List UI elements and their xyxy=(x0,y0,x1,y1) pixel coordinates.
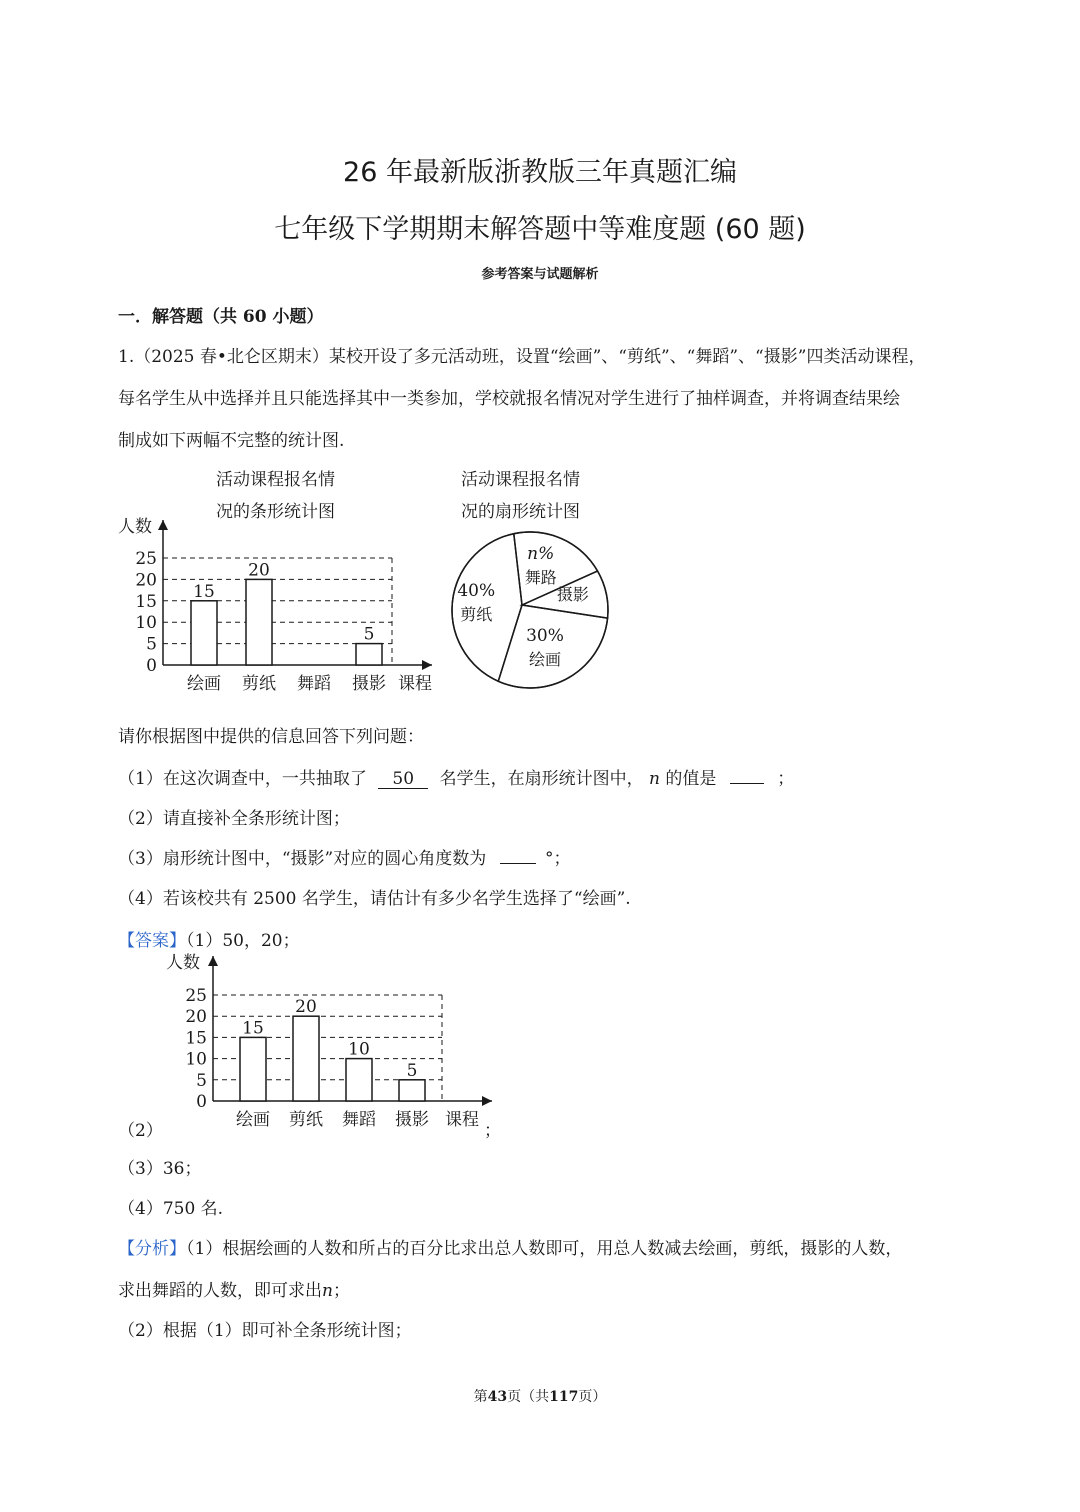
y-axis-label: 人数 xyxy=(166,953,200,973)
pie-slice-label: 摄影 xyxy=(556,585,589,605)
pie-slice-value: 40% xyxy=(457,581,496,602)
bar xyxy=(191,601,217,665)
x-axis-arrow xyxy=(422,660,432,670)
prompt-line: 请你根据图中提供的信息回答下列问题： xyxy=(118,727,424,747)
answer-3: （3）36； xyxy=(118,1159,202,1179)
analysis-line-2 xyxy=(118,1276,350,1301)
y-tick-label: 15 xyxy=(185,1028,207,1049)
q1-part-c: 的值是 xyxy=(665,769,717,789)
q1-answer-blank: 50 xyxy=(378,770,428,789)
bar-chart-incomplete xyxy=(110,510,450,700)
question-2: （2）请直接补全条形统计图； xyxy=(118,809,350,829)
bar-data-label: 10 xyxy=(348,1039,370,1060)
question-1 xyxy=(118,764,794,789)
page-subtitle: 七年级下学期期末解答题中等难度题 (60 题) xyxy=(274,214,806,245)
pie-slice-value: n% xyxy=(527,543,555,564)
question-line-2: 每名学生从中选择并且只能选择其中一类参加，学校就报名情况对学生进行了抽样调查，并将调查结果绘 xyxy=(118,389,900,409)
y-tick-label: 0 xyxy=(146,656,157,676)
q1-part-a: （1）在这次调查中，一共抽取了 xyxy=(118,769,367,789)
y-tick-label: 20 xyxy=(135,570,157,591)
q3-part-a: （3）扇形统计图中，“摄影”对应的圆心角度数为 xyxy=(118,849,487,869)
pie-chart-title-2: 况的扇形统计图 xyxy=(461,502,580,522)
q1-part-d: ； xyxy=(777,769,795,789)
y-tick-label: 20 xyxy=(185,1007,207,1028)
x-tick-label: 摄影 xyxy=(395,1110,429,1130)
y-tick-label: 5 xyxy=(196,1070,207,1091)
answer-2-tail: ； xyxy=(484,1121,501,1141)
x-tick-label: 舞蹈 xyxy=(297,674,331,694)
answer-key-label: 参考答案与试题解析 xyxy=(481,267,599,282)
answer-2-label: （2） xyxy=(118,1121,163,1141)
bar xyxy=(356,644,382,665)
bar xyxy=(246,579,272,665)
y-tick-label: 10 xyxy=(185,1049,207,1070)
analysis-line-1 xyxy=(118,1234,902,1259)
bar-chart-complete xyxy=(166,948,500,1138)
footer-pre: 第 xyxy=(473,1389,488,1405)
bar xyxy=(399,1080,425,1101)
question-3 xyxy=(118,844,571,869)
pie-slice-label: 舞路 xyxy=(524,567,557,587)
analysis-line-3: （2）根据（1）即可补全条形统计图； xyxy=(118,1321,412,1341)
answer-tag: 【答案】 xyxy=(118,931,186,951)
y-tick-label: 25 xyxy=(185,986,207,1006)
x-axis-arrow xyxy=(482,1096,492,1106)
q3-part-b: °； xyxy=(545,849,571,869)
q1-n-blank xyxy=(730,783,764,784)
answer-1: （1）50，20； xyxy=(186,931,300,951)
bar xyxy=(346,1059,372,1101)
bar xyxy=(240,1037,266,1101)
y-tick-label: 25 xyxy=(135,549,157,569)
analysis-text-2a: 求出舞蹈的人数，即可求出 xyxy=(118,1281,322,1301)
footer-page: 43 xyxy=(487,1389,508,1405)
page-footer xyxy=(0,1386,1080,1406)
question-4: （4）若该校共有 2500 名学生，请估计有多少名学生选择了“绘画”. xyxy=(118,889,631,909)
x-tick-label: 摄影 xyxy=(352,674,386,694)
bar-data-label: 20 xyxy=(248,560,270,581)
y-tick-label: 10 xyxy=(135,613,157,634)
analysis-variable-n: n xyxy=(322,1281,333,1301)
answer-4: （4）750 名. xyxy=(118,1199,224,1219)
x-axis-label: 课程 xyxy=(398,674,432,694)
y-axis-label: 人数 xyxy=(118,517,152,537)
pie-slice-label: 绘画 xyxy=(528,649,562,669)
pie-chart xyxy=(440,520,620,700)
x-tick-label: 舞蹈 xyxy=(342,1110,376,1130)
bar-data-label: 20 xyxy=(295,997,317,1018)
y-axis-arrow xyxy=(208,956,218,966)
q1-part-b: 名学生，在扇形统计图中， xyxy=(439,769,644,789)
bar-chart-title-2: 况的条形统计图 xyxy=(216,502,335,522)
page-title: 26 年最新版浙教版三年真题汇编 xyxy=(343,157,737,188)
footer-total: 117 xyxy=(549,1389,579,1405)
x-axis-label: 课程 xyxy=(445,1110,479,1130)
bar xyxy=(293,1016,319,1101)
analysis-text-1: （1）根据绘画的人数和所占的百分比求出总人数即可，用总人数减去绘画，剪纸，摄影的人数， xyxy=(186,1239,903,1259)
analysis-text-2b: ； xyxy=(332,1281,350,1301)
y-tick-label: 15 xyxy=(135,591,157,612)
footer-post: 页） xyxy=(578,1389,607,1405)
footer-mid: 页（共 xyxy=(507,1389,550,1405)
bar-chart-title-1: 活动课程报名情 xyxy=(216,470,335,490)
x-tick-label: 剪纸 xyxy=(289,1110,323,1130)
bar-data-label: 15 xyxy=(193,581,215,602)
section-heading: 一．解答题（共 60 小题） xyxy=(118,307,324,327)
bar-data-label: 5 xyxy=(406,1060,418,1081)
bar-data-label: 15 xyxy=(242,1018,264,1039)
analysis-tag: 【分析】 xyxy=(118,1239,186,1259)
x-tick-label: 剪纸 xyxy=(242,674,276,694)
question-line-1: 1.（2025 春•北仑区期末）某校开设了多元活动班，设置“绘画”、“剪纸”、“舞蹈”、“摄影”四类活动课程， xyxy=(118,347,926,367)
pie-chart-title-1: 活动课程报名情 xyxy=(461,470,580,490)
y-axis-arrow xyxy=(158,520,168,530)
bar-data-label: 5 xyxy=(363,624,375,645)
y-tick-label: 5 xyxy=(146,634,157,655)
pie-slice-label: 剪纸 xyxy=(460,605,493,625)
pie-slice-value: 30% xyxy=(526,625,564,646)
y-tick-label: 0 xyxy=(196,1092,207,1112)
q1-variable-n: n xyxy=(649,769,660,789)
question-line-3: 制成如下两幅不完整的统计图. xyxy=(118,431,345,451)
x-tick-label: 绘画 xyxy=(236,1110,270,1130)
q3-blank xyxy=(500,863,536,864)
x-tick-label: 绘画 xyxy=(187,674,221,694)
